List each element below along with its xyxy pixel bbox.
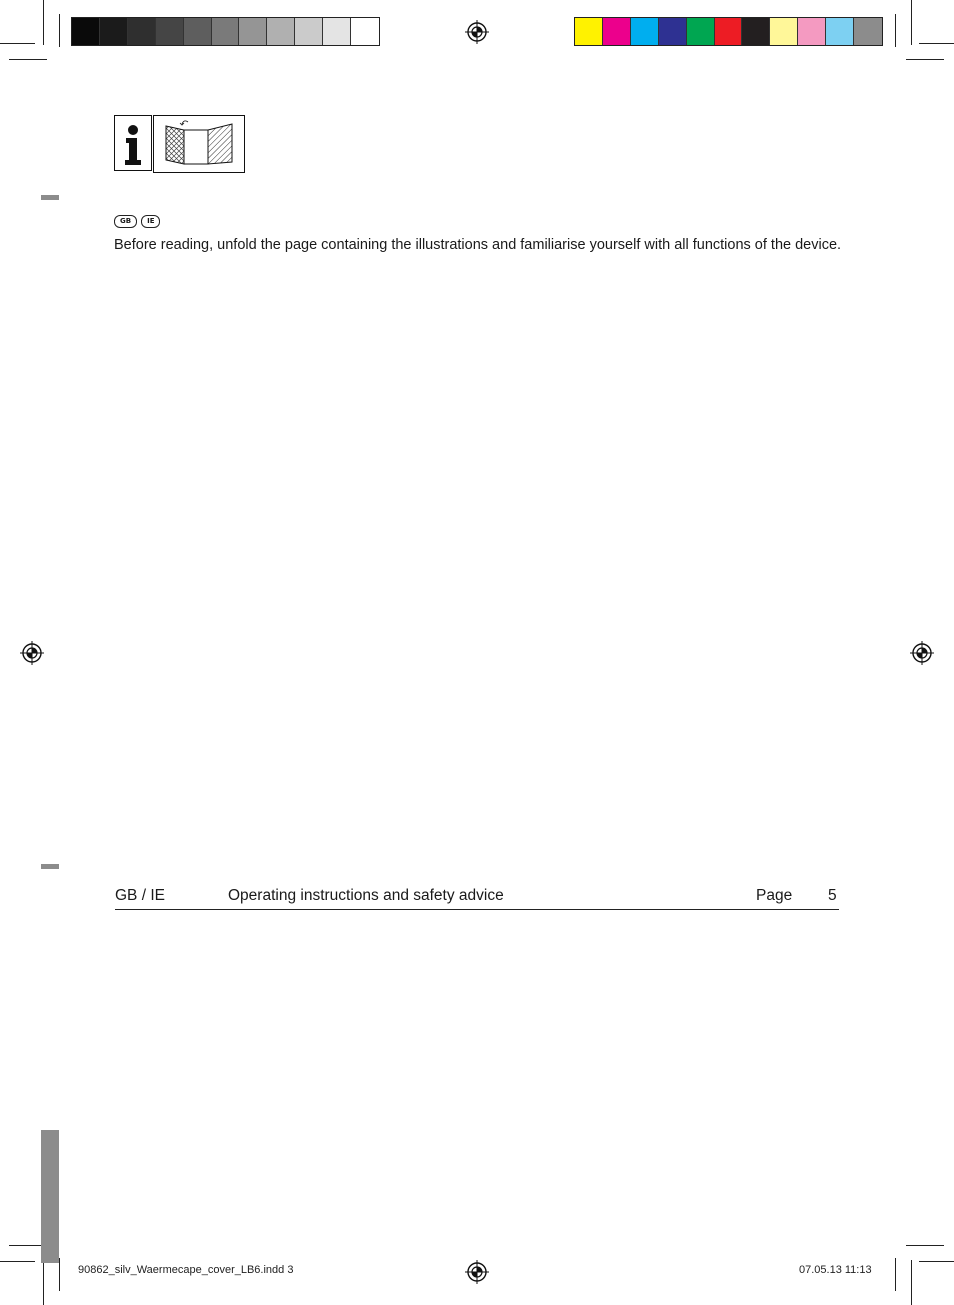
registration-mark-icon bbox=[20, 641, 44, 665]
side-tab-block bbox=[41, 1130, 59, 1263]
crop-mark bbox=[906, 59, 944, 60]
unfold-page-icon bbox=[153, 115, 245, 173]
color-swatch bbox=[687, 18, 715, 45]
color-swatch bbox=[184, 18, 212, 45]
grayscale-bar bbox=[71, 17, 380, 46]
crop-mark bbox=[911, 1260, 912, 1305]
color-swatch bbox=[239, 18, 267, 45]
flag-gb: GB bbox=[114, 215, 137, 228]
side-tab-marker bbox=[41, 195, 59, 200]
color-swatch bbox=[323, 18, 351, 45]
color-swatch bbox=[659, 18, 687, 45]
crop-mark bbox=[59, 14, 60, 47]
registration-mark-icon bbox=[465, 20, 489, 44]
registration-mark-icon bbox=[465, 1260, 489, 1284]
crop-mark bbox=[911, 0, 912, 45]
color-swatch bbox=[770, 18, 798, 45]
color-swatch bbox=[295, 18, 323, 45]
color-swatch bbox=[575, 18, 603, 45]
flag-ie: IE bbox=[141, 215, 160, 228]
crop-mark bbox=[59, 1258, 60, 1291]
color-swatch bbox=[156, 18, 184, 45]
color-swatch bbox=[603, 18, 631, 45]
side-tab-marker bbox=[41, 864, 59, 869]
crop-mark bbox=[9, 59, 47, 60]
color-swatch bbox=[100, 18, 128, 45]
color-swatch bbox=[798, 18, 826, 45]
toc-line bbox=[115, 884, 839, 910]
toc-region: GB / IE bbox=[115, 887, 165, 904]
toc-title: Operating instructions and safety advice bbox=[228, 887, 504, 904]
slug-datetime: 07.05.13 11:13 bbox=[799, 1264, 872, 1276]
color-swatch bbox=[854, 18, 882, 45]
crop-mark bbox=[906, 1245, 944, 1246]
color-swatch bbox=[351, 18, 379, 45]
color-swatch bbox=[212, 18, 240, 45]
color-swatch bbox=[128, 18, 156, 45]
toc-page-number: 5 bbox=[828, 887, 837, 904]
info-icon bbox=[114, 115, 152, 171]
crop-mark bbox=[0, 43, 35, 44]
color-swatch bbox=[715, 18, 743, 45]
crop-mark bbox=[43, 0, 44, 45]
color-swatch bbox=[631, 18, 659, 45]
color-swatch bbox=[826, 18, 854, 45]
crop-mark bbox=[895, 14, 896, 47]
crop-mark bbox=[919, 1261, 954, 1262]
color-bar bbox=[574, 17, 883, 46]
crop-mark bbox=[919, 43, 954, 44]
color-swatch bbox=[742, 18, 770, 45]
crop-mark bbox=[0, 1261, 35, 1262]
registration-mark-icon bbox=[910, 641, 934, 665]
color-swatch bbox=[267, 18, 295, 45]
crop-mark bbox=[895, 1258, 896, 1291]
color-swatch bbox=[72, 18, 100, 45]
toc-page-label: Page bbox=[756, 887, 793, 904]
country-flags bbox=[114, 215, 160, 228]
crop-mark bbox=[43, 1260, 44, 1305]
slug-file: 90862_silv_Waermecape_cover_LB6.indd 3 bbox=[78, 1264, 294, 1276]
intro-paragraph: Before reading, unfold the page containing the illustrations and familiarise yourself with all functions of the device. bbox=[114, 237, 842, 253]
